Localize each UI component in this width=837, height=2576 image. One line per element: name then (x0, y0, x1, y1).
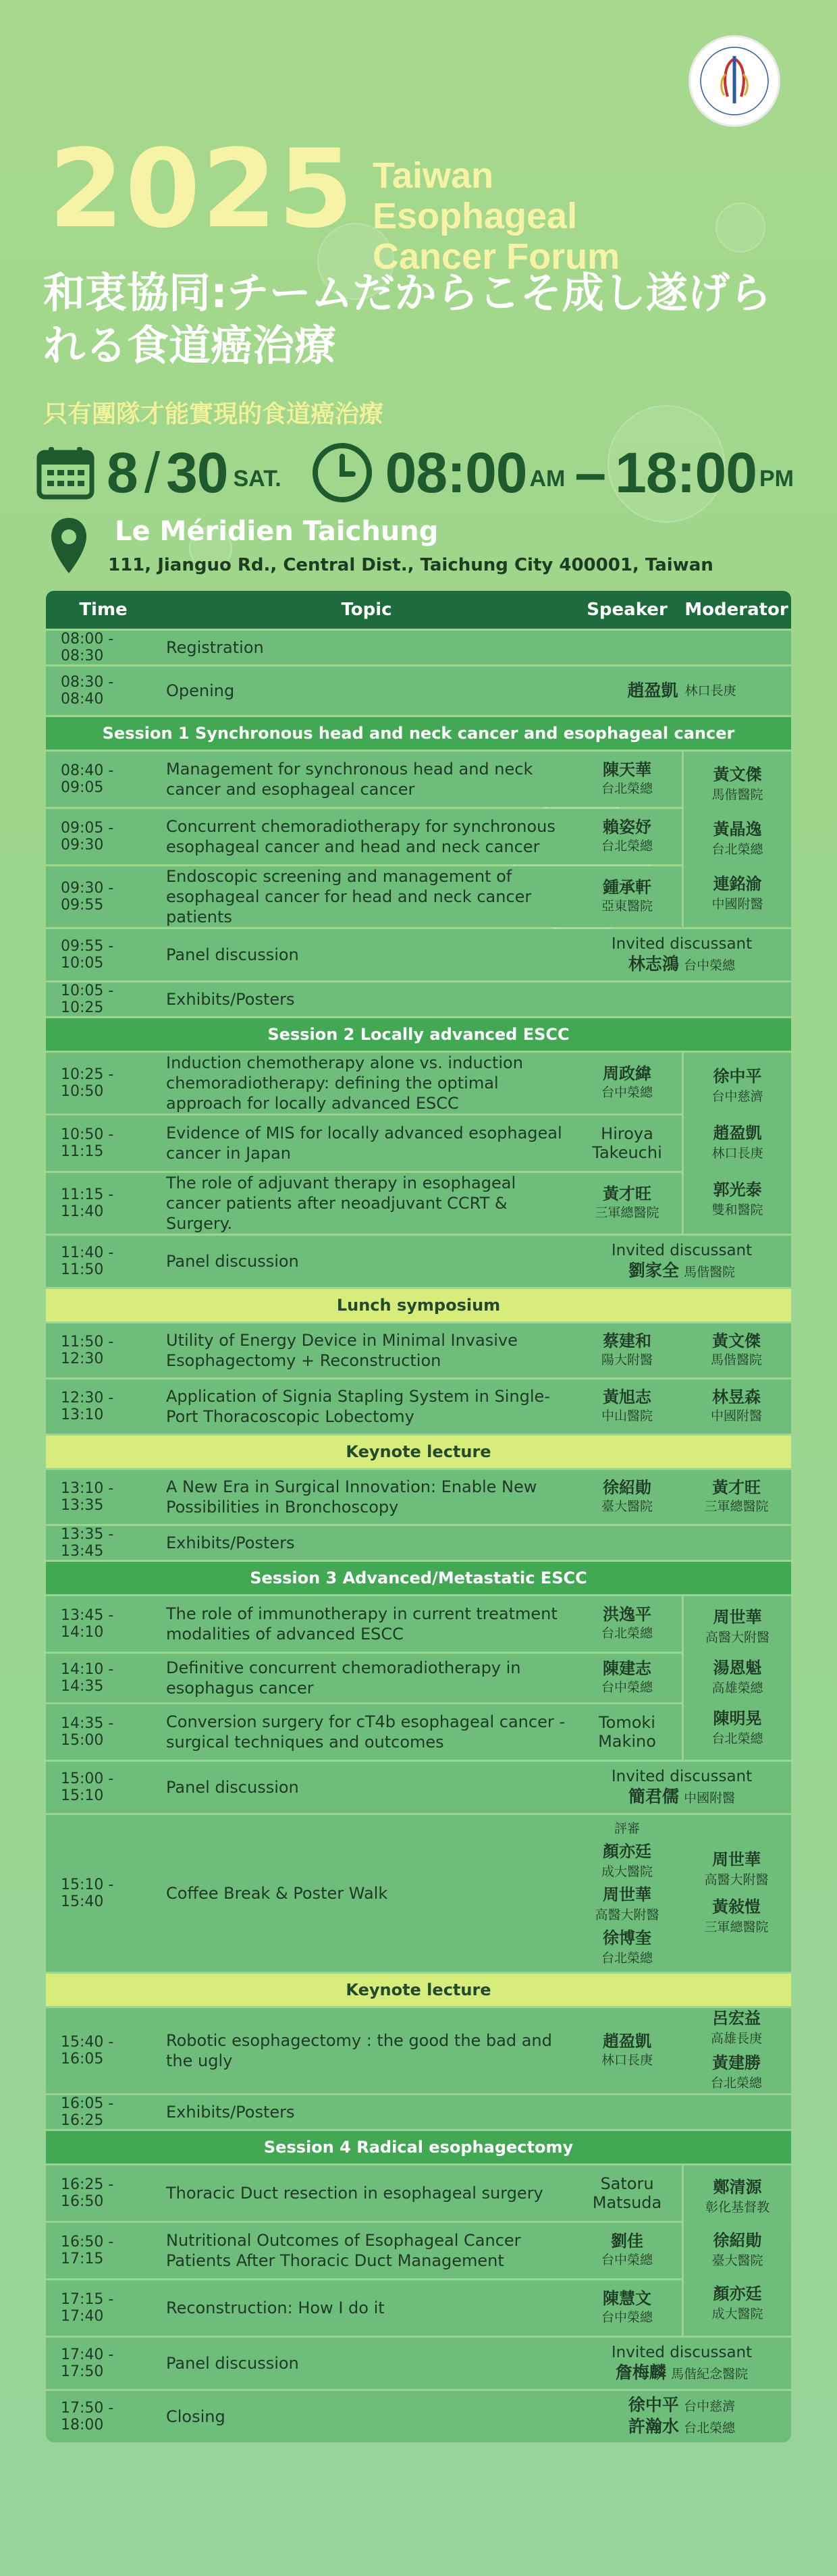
moderator-name: 呂宏益 (711, 2009, 761, 2028)
row-topic: Concurrent chemoradiotherapy for synchronous esophageal cancer and head and neck cancer (166, 817, 556, 856)
row-topic: Endoscopic screening and management of esophageal cancer for head and neck cancer patients (166, 867, 532, 926)
forum-title-line1: Taiwan Esophageal (373, 155, 578, 236)
date-weekday: SAT. (233, 466, 281, 492)
moderator-affiliation: 台北榮總 (711, 841, 763, 857)
agenda-row (46, 2280, 682, 2336)
speaker (572, 866, 682, 927)
moderator-name: 黃文傑 (713, 764, 762, 784)
row-time: 15:00 - 15:10 (61, 1770, 114, 1804)
row-topic: Robotic esophagectomy : the good the bad and the ugly (166, 2031, 552, 2070)
moderator-name: 湯恩魁 (713, 1658, 762, 1677)
judge-affiliation: 成大醫院 (601, 1864, 653, 1879)
date-month: 30 (166, 440, 228, 504)
speaker (572, 1173, 682, 1234)
speaker-affiliation: 台北榮總 (601, 1626, 653, 1641)
speaker-affiliation: 台中榮總 (601, 2253, 653, 2267)
speaker-name: 蔡建和 (603, 1332, 651, 1350)
end-time: 18:00 (615, 440, 757, 504)
row-topic: Panel discussion (166, 2354, 299, 2373)
judge-name: 周世華 (602, 1885, 651, 1904)
speaker (572, 752, 682, 807)
row-time: 08:30 - 08:40 (61, 674, 114, 708)
moderator (682, 2008, 791, 2093)
moderator-affiliation: 中國附醫 (710, 1409, 762, 1423)
invited-label: Invited discussant (611, 1242, 753, 1259)
moderator-affiliation: 台中慈濟 (711, 1089, 763, 1104)
moderator-name: 鄭清源 (713, 2178, 762, 2197)
row-time: 09:05 - 09:30 (61, 820, 114, 853)
session-4-title: Session 4 Radical esophagectomy (46, 2131, 791, 2163)
agenda-row (46, 866, 682, 927)
moderator-affiliation: 台北榮總 (711, 1731, 763, 1747)
invited-discussant (572, 2338, 791, 2389)
agenda-row (46, 2223, 682, 2278)
row-topic: Exhibits/Posters (166, 1533, 295, 1552)
agenda-row (46, 1323, 791, 1377)
moderator-affiliation: 馬偕醫院 (711, 787, 763, 802)
speaker (572, 1596, 682, 1652)
row-topic: Application of Signia Stapling System in Single-Port Thoracoscopic Lobectomy (166, 1387, 550, 1426)
row-time: 11:40 - 11:50 (61, 1244, 114, 1278)
row-time: 15:10 - 15:40 (61, 1876, 114, 1910)
moderator-name: 徐紹勛 (713, 2230, 762, 2250)
keynote-title: Keynote lecture (46, 1974, 791, 2006)
judge-name: 顏亦廷 (602, 1842, 651, 1861)
moderator (682, 1470, 791, 1524)
row-topic: Conversion surgery for cT4b esophageal cancer - surgical techniques and outcomes (166, 1712, 565, 1752)
row-time: 16:50 - 17:15 (61, 2234, 114, 2267)
discussant-name: 簡君儒 (628, 1787, 679, 1806)
speaker-affiliation: 中山醫院 (601, 1409, 653, 1423)
date-day: 8 (107, 440, 138, 504)
speaker-affiliation: 臺大醫院 (601, 1499, 653, 1514)
start-ampm: AM (529, 466, 566, 492)
judge-name: 徐博奎 (602, 1928, 651, 1947)
moderator-name: 趙盈凱 (713, 1124, 762, 1142)
row-topic: Nutritional Outcomes of Esophageal Cancer Patients After Thoracic Duct Management (166, 2231, 521, 2270)
row-time: 17:50 - 18:00 (61, 2400, 114, 2434)
moderator-name: 黃晶逸 (713, 819, 762, 839)
lunch-symposium-title: Lunch symposium (46, 1289, 791, 1321)
speaker (572, 2008, 682, 2093)
speaker (572, 1470, 682, 1524)
speaker (572, 2280, 682, 2336)
agenda-row-exhibits (46, 1526, 791, 1560)
row-topic: Closing (166, 2407, 225, 2426)
invited-discussant (572, 1762, 791, 1813)
location-pin-icon (49, 517, 89, 575)
row-time: 17:40 - 17:50 (61, 2346, 114, 2380)
session-4-block (46, 2165, 791, 2336)
row-time: 09:55 - 10:05 (61, 938, 114, 972)
speaker-name: 劉佳 (611, 2232, 643, 2251)
header-time: Time (79, 600, 128, 620)
moderator-name: 黃才旺 (712, 1478, 761, 1497)
time-dash: – (574, 440, 606, 504)
agenda-row-panel (46, 1762, 791, 1813)
moderator-affiliation: 彰化基督教 (705, 2200, 770, 2215)
speaker-name: Satoru Matsuda (592, 2174, 662, 2212)
moderator-name: 連銘渝 (713, 874, 762, 894)
judge-affiliation: 高醫大附醫 (595, 1908, 659, 1922)
event-year: 2025 (49, 126, 355, 252)
moderator-affiliation: 臺大醫院 (711, 2253, 763, 2268)
agenda-row-panel (46, 929, 791, 980)
moderator-affiliation: 林口長庚 (711, 1146, 763, 1161)
row-topic: Evidence of MIS for locally advanced esophageal cancer in Japan (166, 1124, 562, 1163)
speaker-name: 陳建志 (603, 1659, 651, 1678)
speaker-name: 徐中平 (628, 2395, 679, 2415)
row-time: 11:15 - 11:40 (61, 1186, 114, 1220)
venue-name: Le Méridien Taichung (115, 516, 439, 547)
venue-address: 111, Jianguo Rd., Central Dist., Taichung City 400001, Taiwan (108, 555, 713, 575)
speaker-name: 陳天華 (603, 760, 651, 779)
speaker-affiliation: 三軍總醫院 (595, 1205, 659, 1220)
moderator-name: 周世華 (713, 1607, 762, 1627)
moderator-column (682, 1596, 791, 1760)
row-topic: Induction chemotherapy alone vs. induction chemoradiotherapy: defining the optimal approach for locally advanced ESCC (166, 1053, 523, 1113)
speaker-name: 陳慧文 (603, 2289, 651, 2308)
row-time: 13:10 - 13:35 (61, 1480, 114, 1514)
row-time: 14:35 - 15:00 (61, 1715, 114, 1749)
moderator-affiliation: 三軍總醫院 (704, 1920, 769, 1935)
society-logo (688, 35, 780, 127)
row-topic: Definitive concurrent chemoradiotherapy in esophagus cancer (166, 1658, 521, 1698)
discussant-affiliation: 馬偕醫院 (684, 1265, 736, 1280)
invited-label: Invited discussant (611, 2344, 753, 2361)
session-2-block (46, 1053, 791, 1234)
speaker-affiliation: 台北榮總 (601, 781, 653, 796)
japanese-subtitle: 和衷協同:チームだからこそ成し遂げられる食道癌治療 (43, 268, 772, 370)
agenda-row (46, 1470, 791, 1524)
agenda-row (46, 1379, 791, 1434)
row-topic: The role of adjuvant therapy in esophageal cancer patients after neoadjuvant CCRT & Surgery. (166, 1174, 516, 1233)
row-time: 10:25 - 10:50 (61, 1066, 114, 1100)
moderator-column (682, 752, 791, 927)
row-topic: Panel discussion (166, 1778, 299, 1797)
speaker (572, 1379, 682, 1434)
moderator-name: 林昱森 (712, 1388, 761, 1407)
speaker-name: 趙盈凱 (603, 2032, 651, 2051)
session-1-title: Session 1 Synchronous head and neck cancer and esophageal cancer (46, 717, 791, 750)
speaker-affiliation: 亞東醫院 (601, 899, 653, 914)
invited-discussant (572, 1236, 791, 1287)
speaker-affiliation: 台北榮總 (601, 839, 653, 853)
row-time: 08:40 - 09:05 (61, 762, 114, 796)
moderator-affiliation: 三軍總醫院 (704, 1499, 769, 1514)
discussant-affiliation: 台中榮總 (684, 958, 736, 973)
agenda-row-exhibits (46, 982, 791, 1016)
row-topic: Reconstruction: How I do it (166, 2298, 385, 2317)
forum-title-line2: Cancer Forum (373, 236, 620, 277)
moderator-name: 徐中平 (713, 1067, 762, 1086)
moderator-affiliation: 高雄榮總 (711, 1680, 763, 1696)
agenda-row (46, 1173, 682, 1234)
decorative-bubble (716, 203, 765, 253)
row-topic: Registration (166, 638, 264, 657)
moderator-affiliation: 高醫大附醫 (704, 1872, 769, 1887)
moderator-name: 黃建勝 (711, 2053, 761, 2072)
row-time: 12:30 - 13:10 (61, 1390, 114, 1423)
invited-discussant (572, 929, 791, 980)
moderator-affiliation: 高醫大附醫 (705, 1629, 770, 1645)
moderator-name: 陳明晃 (713, 1709, 762, 1729)
row-time: 13:45 - 14:10 (61, 1607, 114, 1641)
moderator (682, 1379, 791, 1434)
discussant-affiliation: 中國附醫 (684, 1791, 736, 1806)
speaker (572, 1704, 682, 1760)
start-time: 08:00 (385, 440, 527, 504)
session-3-block (46, 1596, 791, 1760)
moderator-name: 黃敍愷 (711, 1897, 761, 1916)
date-slash: / (144, 440, 160, 504)
row-topic: Exhibits/Posters (166, 2103, 295, 2122)
judges (572, 1815, 682, 1972)
row-time: 09:30 - 09:55 (61, 880, 114, 914)
chinese-subtitle: 只有團隊才能實現的食道癌治療 (43, 400, 384, 428)
agenda-row-panel (46, 1236, 791, 1287)
discussant-name: 詹梅麟 (615, 2363, 666, 2382)
agenda-header (46, 591, 791, 629)
judge-affiliation: 台北榮總 (601, 1951, 653, 1966)
moderator (682, 1815, 791, 1972)
moderator-affiliation: 雙和醫院 (711, 1203, 763, 1217)
row-time: 08:00 - 08:30 (61, 631, 114, 664)
header-topic: Topic (341, 600, 392, 620)
moderator-name: 周世華 (711, 1850, 761, 1869)
row-topic: Thoracic Duct resection in esophageal surgery (166, 2184, 543, 2203)
date-time-bar (36, 442, 794, 503)
speaker-name: Hiroya Takeuchi (592, 1124, 662, 1162)
moderator-name: 郭光泰 (713, 1180, 762, 1199)
row-time: 16:05 - 16:25 (61, 2095, 114, 2129)
speaker (572, 1323, 682, 1377)
row-topic: The role of immunotherapy in current treatment modalities of advanced ESCC (166, 1604, 558, 1644)
agenda-row (46, 1053, 682, 1113)
header-speaker: Speaker (587, 600, 668, 620)
speaker (572, 2165, 682, 2221)
speaker-name: 徐紹勛 (603, 1478, 651, 1497)
speaker-name: 黃旭志 (603, 1388, 651, 1407)
moderator (682, 1323, 791, 1377)
agenda-row (46, 1654, 682, 1702)
end-ampm: PM (759, 466, 794, 492)
invited-label: Invited discussant (611, 935, 753, 953)
judges-label: 評審 (614, 1821, 640, 1836)
moderator-name: 顏亦廷 (713, 2284, 762, 2303)
invited-label: Invited discussant (611, 1768, 753, 1785)
row-topic: Opening (166, 681, 235, 700)
moderator-name: 黃文傑 (712, 1332, 761, 1350)
discussant-name: 林志鴻 (628, 954, 679, 974)
keynote-title: Keynote lecture (46, 1436, 791, 1468)
speaker (572, 1053, 682, 1113)
moderator-affiliation: 台北榮總 (710, 2076, 762, 2091)
row-time: 10:50 - 11:15 (61, 1126, 114, 1160)
row-time: 14:10 - 14:35 (61, 1661, 114, 1695)
speaker-affiliation: 台中慈濟 (684, 2399, 736, 2414)
row-time: 15:40 - 16:05 (61, 2034, 114, 2068)
row-topic: Utility of Energy Device in Minimal Invasive Esophagectomy + Reconstruction (166, 1331, 518, 1370)
speaker-affiliation: 台中榮總 (601, 1680, 653, 1695)
speaker (572, 1654, 682, 1702)
speaker-name: 趙盈凱 (627, 681, 678, 700)
agenda-row-exhibits (46, 2095, 791, 2129)
row-time: 17:15 - 17:40 (61, 2291, 114, 2325)
forum-title (373, 155, 670, 277)
agenda-row (46, 2165, 682, 2221)
speaker-affiliation: 林口長庚 (684, 683, 736, 698)
moderator-column (682, 2165, 791, 2336)
agenda-row-closing (46, 2391, 791, 2442)
speaker-name: 賴姿妤 (603, 818, 651, 837)
agenda-row-opening (46, 666, 791, 715)
speaker-affiliation: 台中榮總 (601, 2310, 653, 2325)
speaker (572, 2223, 682, 2278)
moderator-affiliation: 成大醫院 (711, 2306, 763, 2321)
agenda-row (46, 2008, 791, 2093)
session-2-title: Session 2 Locally advanced ESCC (46, 1018, 791, 1051)
speaker-name: Tomoki Makino (598, 1713, 656, 1751)
row-topic: Exhibits/Posters (166, 990, 295, 1009)
agenda-row (46, 1596, 682, 1652)
moderator-affiliation: 馬偕醫院 (710, 1352, 762, 1367)
speaker-name: 鍾承軒 (603, 878, 651, 897)
speaker-name: 周政緯 (603, 1064, 651, 1083)
agenda-row-coffee (46, 1815, 791, 1972)
speaker (572, 809, 682, 864)
speaker-affiliation: 陽大附醫 (601, 1352, 653, 1367)
speaker-affiliation: 林口長庚 (601, 2053, 653, 2068)
opening-speaker (572, 666, 791, 715)
speaker-affiliation: 台北榮總 (684, 2421, 736, 2436)
clock-icon (311, 442, 373, 504)
row-time: 13:35 - 13:45 (61, 1526, 114, 1560)
row-topic: Coffee Break & Poster Walk (166, 1884, 388, 1903)
header-moderator: Moderator (684, 600, 788, 620)
discussant-name: 劉家全 (628, 1261, 679, 1280)
session-3-title: Session 3 Advanced/Metastatic ESCC (46, 1562, 791, 1594)
agenda-row (46, 1115, 682, 1171)
row-topic: A New Era in Surgical Innovation: Enable New Possibilities in Bronchoscopy (166, 1477, 537, 1517)
row-time: 10:05 - 10:25 (61, 982, 114, 1016)
agenda-row (46, 752, 682, 807)
speaker-name: 黃才旺 (603, 1184, 651, 1203)
row-topic: Panel discussion (166, 945, 299, 964)
row-topic: Panel discussion (166, 1252, 299, 1271)
calendar-icon (36, 446, 94, 500)
speaker-name: 許瀚水 (628, 2417, 679, 2436)
agenda-row-registration (46, 631, 791, 664)
closing-speakers (572, 2391, 791, 2442)
row-time: 11:50 - 12:30 (61, 1334, 114, 1367)
row-time: 16:25 - 16:50 (61, 2176, 114, 2210)
agenda-row (46, 1704, 682, 1760)
speaker (572, 1115, 682, 1171)
moderator-affiliation: 中國附醫 (711, 897, 763, 912)
session-1-block (46, 752, 791, 927)
discussant-affiliation: 馬偕紀念醫院 (671, 2367, 749, 2382)
moderator-column (682, 1053, 791, 1234)
agenda-table (46, 591, 791, 2442)
moderator-affiliation: 高雄長庚 (710, 2031, 762, 2046)
row-topic: Management for synchronous head and neck cancer and esophageal cancer (166, 760, 533, 799)
agenda-row-panel (46, 2338, 791, 2389)
speaker-name: 洪逸平 (603, 1605, 651, 1624)
agenda-row (46, 809, 682, 864)
speaker-affiliation: 台中榮總 (601, 1085, 653, 1100)
